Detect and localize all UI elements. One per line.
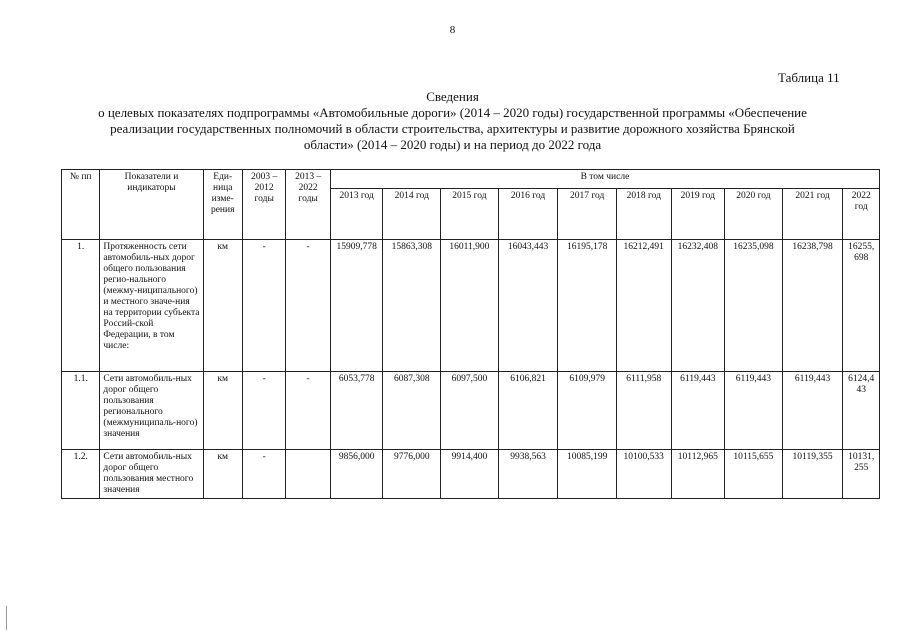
indicator-name: Протяженность сети автомобиль-ных дорог общего пользования регио-нального (межму-ниципального) и местного значе-ния на территории субъекта Россий-ской Федерации, в том числе: (100, 240, 203, 372)
period-2013-2022-cell (286, 450, 330, 499)
header-year: 2013 год (330, 189, 383, 240)
year-value-cell: 6111,958 (616, 372, 671, 450)
indicators-table (61, 169, 880, 499)
year-value-cell: 9938,563 (498, 450, 558, 499)
row-number: 1.2. (62, 450, 100, 499)
page-number: 8 (449, 24, 456, 36)
header-unit: Еди-ница изме-рения (203, 170, 242, 240)
year-value-cell: 6124,443 (843, 372, 880, 450)
year-value-cell: 10100,533 (616, 450, 671, 499)
header-year: 2016 год (498, 189, 558, 240)
scan-artifact (6, 606, 7, 630)
title-line-2: о целевых показателях подпрограммы «Автомобильные дороги» (2014 – 2020 годы) государственной программы «Обеспечение (98, 105, 807, 120)
header-year: 2022 год (843, 189, 880, 240)
header-period-2013-2022: 2013 – 2022 годы (286, 170, 330, 240)
year-value-cell: 16235,098 (725, 240, 783, 372)
header-year: 2015 год (441, 189, 499, 240)
row-number: 1.1. (62, 372, 100, 450)
title-line-4: области» (2014 – 2020 годы) и на период до 2022 года (303, 137, 602, 152)
table-row (62, 372, 880, 450)
year-value-cell: 15863,308 (383, 240, 441, 372)
year-value-cell: 10115,655 (725, 450, 783, 499)
header-period-2003-2012: 2003 – 2012 годы (242, 170, 285, 240)
table-row (62, 240, 880, 372)
period-2003-2012-cell: - (242, 450, 285, 499)
year-value-cell: 6119,443 (782, 372, 843, 450)
table-row (62, 450, 880, 499)
period-2013-2022-cell: - (286, 372, 330, 450)
header-year: 2018 год (616, 189, 671, 240)
period-2013-2022-cell: - (286, 240, 330, 372)
header-num: № пп (62, 170, 100, 240)
header-year: 2019 год (671, 189, 725, 240)
period-2003-2012-cell: - (242, 240, 285, 372)
year-value-cell: 10112,965 (671, 450, 725, 499)
year-value-cell: 16238,798 (782, 240, 843, 372)
title-line-3: реализации государственных полномочий в области строительства, архитектуры и развитие дорожного хозяйства Брянской (110, 121, 795, 136)
year-value-cell: 6119,443 (671, 372, 725, 450)
year-value-cell: 16212,491 (616, 240, 671, 372)
year-value-cell: 16011,900 (441, 240, 499, 372)
year-value-cell: 6053,778 (330, 372, 383, 450)
year-value-cell: 6097,500 (441, 372, 499, 450)
unit-cell: км (203, 240, 242, 372)
period-2003-2012-cell: - (242, 372, 285, 450)
header-including: В том числе (330, 170, 879, 189)
year-value-cell: 16195,178 (558, 240, 617, 372)
indicator-name: Сети автомобиль-ных дорог общего пользования местного значения (100, 450, 203, 499)
unit-cell: км (203, 450, 242, 499)
year-value-cell: 6087,308 (383, 372, 441, 450)
year-value-cell: 6119,443 (725, 372, 783, 450)
year-value-cell: 10131,255 (843, 450, 880, 499)
year-value-cell: 10085,199 (558, 450, 617, 499)
unit-cell: км (203, 372, 242, 450)
header-year: 2014 год (383, 189, 441, 240)
row-number: 1. (62, 240, 100, 372)
header-year: 2020 год (725, 189, 783, 240)
header-year: 2021 год (782, 189, 843, 240)
year-value-cell: 16043,443 (498, 240, 558, 372)
year-value-cell: 10119,355 (782, 450, 843, 499)
year-value-cell: 9856,000 (330, 450, 383, 499)
header-indicator: Показатели и индикаторы (100, 170, 203, 240)
document-title (40, 89, 865, 153)
year-value-cell: 15909,778 (330, 240, 383, 372)
year-value-cell: 16255,698 (843, 240, 880, 372)
year-value-cell: 9776,000 (383, 450, 441, 499)
year-value-cell: 6109,979 (558, 372, 617, 450)
table-label: Таблица 11 (778, 70, 840, 85)
title-line-1: Сведения (426, 89, 479, 104)
year-value-cell: 9914,400 (441, 450, 499, 499)
year-value-cell: 6106,821 (498, 372, 558, 450)
year-value-cell: 16232,408 (671, 240, 725, 372)
indicator-name: Сети автомобиль-ных дорог общего пользования регионального (межмуниципаль-ного) значения (100, 372, 203, 450)
header-year: 2017 год (558, 189, 617, 240)
